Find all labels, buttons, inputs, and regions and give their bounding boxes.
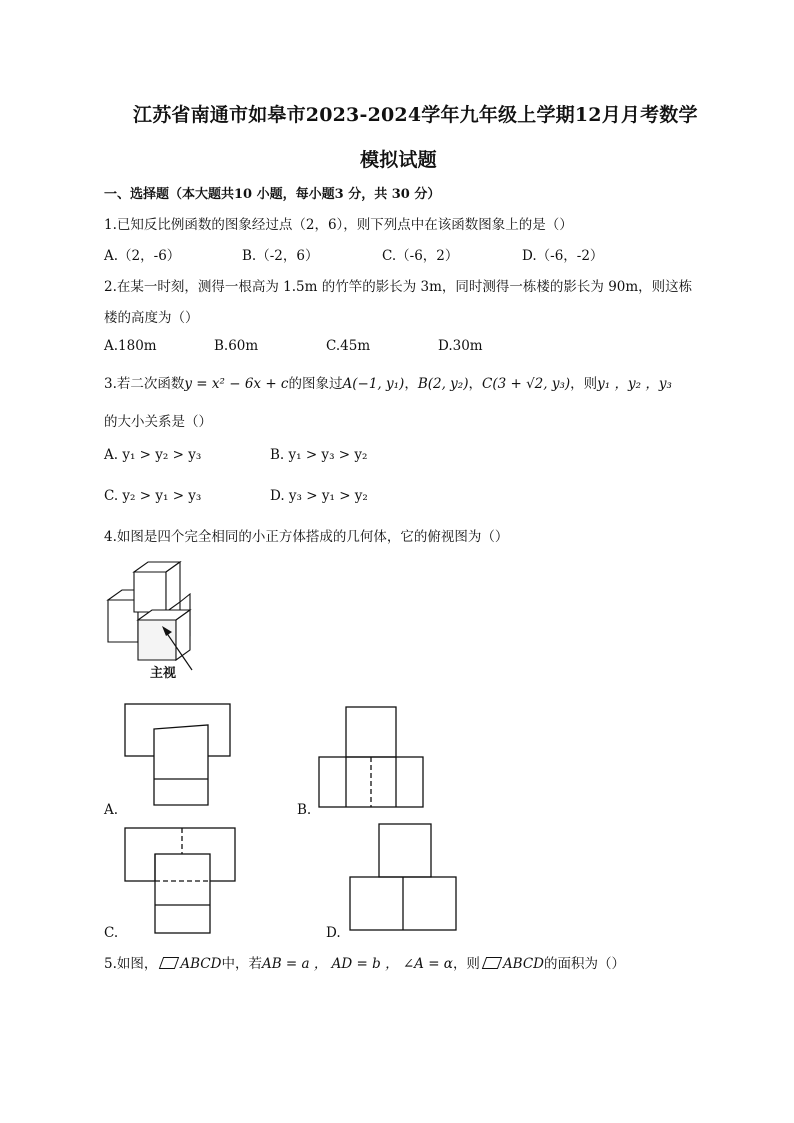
- question-3-then: ，则: [570, 376, 598, 392]
- question-2-option-b: B.60m: [214, 338, 259, 354]
- question-5-mid-2: ，则: [452, 956, 480, 972]
- page-subtitle: 模拟试题: [360, 149, 437, 171]
- question-3-stem-line1: 3.若二次函数y = x² − 6x + c的图象过A(−1, y₁)，B(2, y₂)，C(3 + √2, y₃)，则y₁ ，y₂ ，y₃: [104, 376, 672, 392]
- question-3-point-c: C(3 + √2, y₃): [481, 376, 571, 392]
- question-1-option-d: D.（-6，-2）: [522, 248, 604, 264]
- option-a-figure: [124, 703, 234, 813]
- question-3-function: y = x² − 6x + c: [184, 376, 289, 392]
- question-5-mid-1: 中，若: [221, 956, 262, 972]
- question-3-stem-line2: 的大小关系是（）: [104, 414, 212, 430]
- question-2-stem-line2: 楼的高度为（）: [104, 310, 199, 326]
- question-5-shape-1: ABCD: [180, 956, 222, 972]
- question-2-option-c: C.45m: [326, 338, 371, 354]
- question-2-stem-line1: 2.在某一时刻，测得一根高为 1.5m 的竹竿的影长为 3m，同时测得一栋楼的影长为 90m，则这栋: [104, 279, 693, 295]
- front-view-label: 主视: [150, 666, 177, 681]
- question-3-ys: y₁ ，y₂ ，y₃: [597, 376, 672, 392]
- parallelogram-icon-2: [482, 957, 502, 969]
- question-4-option-c: C.: [104, 925, 119, 941]
- section-heading: 一、选择题（本大题共10 小题，每小题3 分，共 30 分）: [104, 187, 441, 202]
- option-c-figure: [124, 827, 239, 939]
- question-4-option-a: A.: [104, 802, 119, 818]
- page-title: 江苏省南通市如皋市2023-2024学年九年级上学期12月月考数学: [133, 104, 698, 126]
- question-1-stem: 1.已知反比例函数的图象经过点（2，6），则下列点中在该函数图象上的是（）: [104, 217, 573, 233]
- question-3-point-a: A(−1, y₁): [342, 376, 405, 392]
- question-5-conditions: AB = a ， AD = b ， ∠A = α: [261, 956, 453, 972]
- question-3-mid: 的图象过: [288, 376, 343, 392]
- question-5-shape-2: ABCD: [502, 956, 545, 972]
- option-d-figure: [349, 823, 464, 935]
- question-3-option-a: A. y₁ > y₂ > y₃: [104, 447, 202, 463]
- question-3-option-b: B. y₁ > y₃ > y₂: [270, 447, 368, 463]
- option-b-figure: [318, 706, 428, 816]
- question-3-option-d: D. y₃ > y₁ > y₂: [270, 488, 368, 504]
- question-1-option-c: C.（-6，2）: [382, 248, 459, 264]
- question-5-stem: [104, 952, 625, 972]
- question-5-prefix: 5.如图，: [104, 956, 158, 972]
- question-1-option-a: A.（2，-6）: [104, 248, 181, 264]
- parallelogram-icon: [159, 957, 179, 969]
- question-5-post: 的面积为（）: [544, 956, 626, 972]
- question-3-option-c: C. y₂ > y₁ > y₃: [104, 488, 202, 504]
- question-4-option-b: B.: [297, 802, 312, 818]
- question-2-option-a: A.180m: [104, 338, 157, 354]
- question-2-option-d: D.30m: [438, 338, 483, 354]
- question-4-option-d: D.: [326, 925, 341, 941]
- question-4-stem: 4.如图是四个完全相同的小正方体搭成的几何体，它的俯视图为（）: [104, 529, 509, 545]
- question-1-option-b: B.（-2，6）: [242, 248, 319, 264]
- question-3-point-b: B(2, y₂): [417, 376, 469, 392]
- question-3-prefix: 3.若二次函数: [104, 376, 185, 392]
